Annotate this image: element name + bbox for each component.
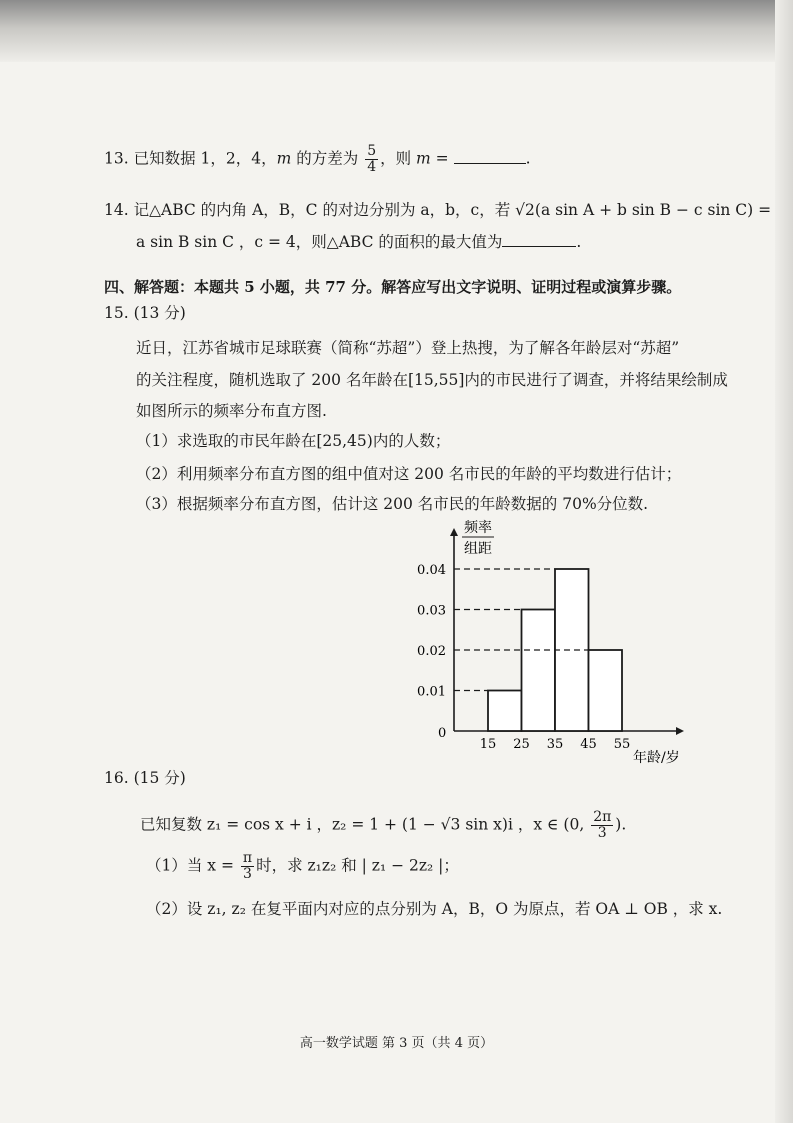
q16-stem-a: 已知复数 z₁ = cos x + i ，z₂ = 1 + (1 − √3 sin x)i ，x ∈ (0, xyxy=(140,815,585,834)
q13-frac-den: 4 xyxy=(367,159,377,175)
q13-text-c: ，则 xyxy=(380,149,417,168)
q15-sub1: （1）求选取的市民年龄在[25,45)内的人数； xyxy=(136,432,451,450)
q15-para1: 近日，江苏省城市足球联赛（简称“苏超”）登上热搜，为了解各年龄层对“苏超” xyxy=(136,339,680,357)
scan-shadow-right xyxy=(775,0,793,1123)
q16-stem-fraction xyxy=(591,810,613,841)
page-footer: 高一数学试题 第 3 页（共 4 页） xyxy=(299,1036,494,1051)
histogram-bar-15-25 xyxy=(488,691,522,732)
q16-stem-num: 2π xyxy=(593,809,612,825)
q16-stem xyxy=(140,810,626,841)
y-tick-0.02: 0.02 xyxy=(417,644,446,659)
q13-frac-num: 5 xyxy=(367,143,377,159)
q14-line2: a sin B sin C ，c = 4，则△ABC 的面积的最大值为 xyxy=(136,233,503,251)
q16-sub1-num: π xyxy=(242,850,253,866)
q16-stem-den: 3 xyxy=(597,825,607,841)
y-tick-0.04: 0.04 xyxy=(417,563,446,578)
y-tick-0.01: 0.01 xyxy=(417,684,446,700)
q16-stem-b: ). xyxy=(615,815,627,834)
q15-sub3: （3）根据频率分布直方图，估计这 200 名市民的年龄数据的 70%分位数. xyxy=(136,495,649,513)
y-axis-arrow xyxy=(450,528,458,536)
q15-sub2: （2）利用频率分布直方图的组中值对这 200 名市民的年龄的平均数进行估计； xyxy=(136,465,682,483)
x-tick-45: 45 xyxy=(580,737,597,752)
q13-var-m: m xyxy=(276,149,292,168)
q13-answer-blank[interactable] xyxy=(454,163,526,164)
q15-para3: 如图所示的频率分布直方图. xyxy=(136,402,327,420)
x-axis-arrow xyxy=(676,727,684,735)
question-13 xyxy=(104,144,531,175)
q14-number: 14. xyxy=(104,201,129,219)
section-4-title: 四、解答题：本题共 5 小题，共 77 分。解答应写出文字说明、证明过程或演算步骤。 xyxy=(104,278,682,296)
q16-header: 16. (15 分) xyxy=(104,769,186,787)
q13-text-a: 已知数据 1，2，4， xyxy=(133,149,277,168)
q13-var-m2: m xyxy=(416,149,431,168)
q16-sub1-fraction xyxy=(241,851,254,882)
q16-sub1-b: 时，求 z₁z₂ 和 | z₁ − 2z₂ |； xyxy=(256,856,459,875)
y-axis-label-top: 频率 xyxy=(464,520,492,536)
q13-text-b: 的方差为 xyxy=(291,149,359,168)
q15-para2: 的关注程度，随机选取了 200 名年龄在[15,55]内的市民进行了调查，并将结果绘制成 xyxy=(136,371,728,389)
origin-label: 0 xyxy=(438,726,447,741)
q16-sub2: （2）设 z₁, z₂ 在复平面内对应的点分别为 A，B，O 为原点，若 OA ⊥ OB ，求 x. xyxy=(146,900,723,918)
q13-text-d: = xyxy=(430,149,449,168)
scan-shadow-top xyxy=(0,0,793,62)
q14-end: . xyxy=(576,233,582,251)
histogram-bar-25-35 xyxy=(522,610,556,732)
x-tick-35: 35 xyxy=(546,737,564,752)
question-14 xyxy=(104,199,771,221)
question-14-line2 xyxy=(136,231,581,253)
q16-sub1 xyxy=(146,851,459,882)
y-axis-label-bottom: 组距 xyxy=(464,541,492,557)
q14-answer-blank[interactable] xyxy=(502,246,576,247)
histogram-bar-35-45 xyxy=(555,569,589,731)
q13-number: 13. xyxy=(104,149,129,168)
q13-fraction xyxy=(365,144,378,175)
x-tick-25: 25 xyxy=(513,737,530,752)
x-tick-15: 15 xyxy=(479,737,497,752)
q15-header: 15. (13 分) xyxy=(104,304,186,322)
histogram-bar-45-55 xyxy=(589,650,623,731)
y-tick-0.03: 0.03 xyxy=(417,603,446,619)
q16-sub1-den: 3 xyxy=(243,866,252,882)
x-tick-55: 55 xyxy=(613,737,631,752)
x-axis-label: 年龄/岁 xyxy=(633,750,680,766)
q13-end: . xyxy=(525,149,531,168)
q16-sub1-a: （1）当 x = xyxy=(146,856,234,875)
q14-line1: 记△ABC 的内角 A，B，C 的对边分别为 a，b，c，若 √2(a sin A + b sin B − c sin C) = xyxy=(133,201,772,219)
